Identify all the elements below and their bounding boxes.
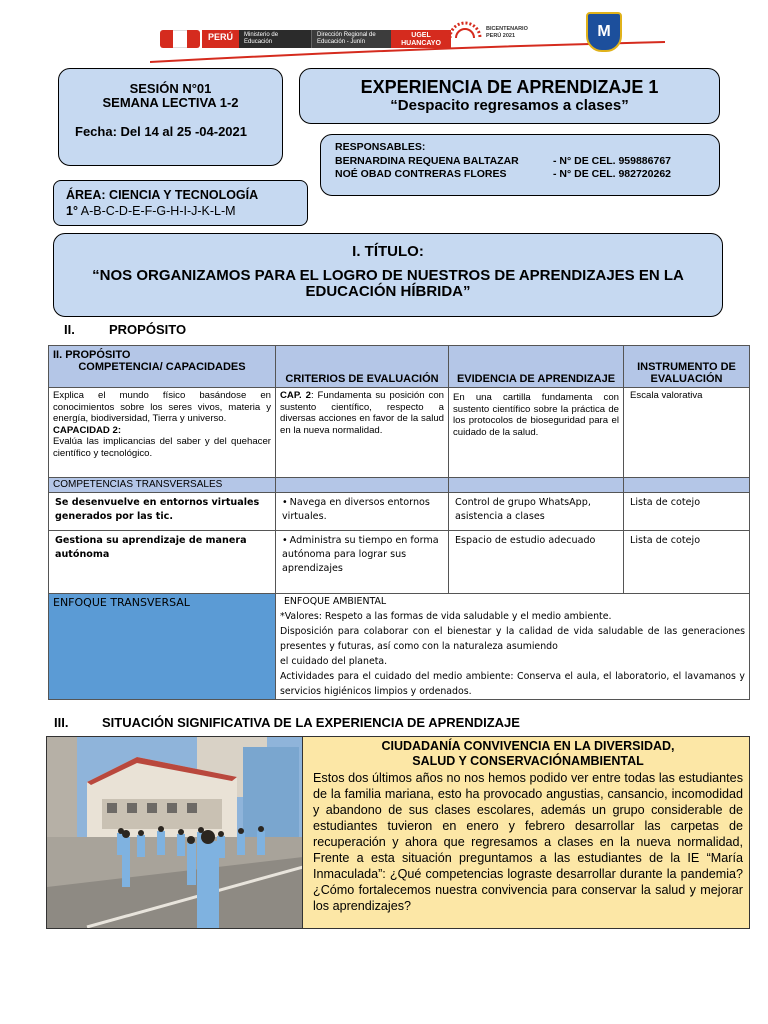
situation-text xyxy=(303,737,749,928)
header-instrumento: INSTRUMENTO DE EVALUACIÓN xyxy=(624,346,750,388)
transversal-evidencia: Espacio de estudio adecuado xyxy=(449,531,624,594)
capacidad-label: CAPACIDAD 2 xyxy=(53,424,118,436)
enfoque-row xyxy=(49,594,750,700)
area-grade xyxy=(66,204,236,218)
enfoque-title: ENFOQUE AMBIENTAL xyxy=(284,596,387,607)
ministry-logo: Ministerio de Educación xyxy=(239,30,311,48)
section-heading-proposito xyxy=(64,322,264,338)
enfoque-label: ENFOQUE TRANSVERSAL xyxy=(49,594,276,700)
competencia-cell: Explica el mundo físico basándose en conocimientos sobre los seres vivos, materia y energía, biodiversidad, Tierra y universo. CAPACIDAD 2: Evalúa las implicancias del saber y del quehacer científico y tecnológico. xyxy=(49,388,276,478)
grade-sections: A-B-C-D-E-F-G-H-I-J-K-L-M xyxy=(77,204,236,218)
title-heading: I. TÍTULO: xyxy=(352,243,424,260)
section-label: SITUACIÓN SIGNIFICATIVA DE LA EXPERIENCIA DE APRENDIZAJE xyxy=(102,715,520,730)
responsable-name: NOÉ OBAD CONTRERAS FLORES xyxy=(335,168,507,180)
transversal-competencia: Se desenvuelve en entornos virtuales generados por las tic. xyxy=(49,493,276,531)
school-crest-icon: M xyxy=(586,12,622,52)
capacidad-text: Evalúa las implicancias del saber y del quehacer científico y tecnológico. xyxy=(53,436,271,459)
competencia-text: Explica el mundo físico basándose en conocimientos sobre los seres vivos, materia y energía, biodiversidad, Tierra y universo. xyxy=(53,390,271,424)
responsables-box xyxy=(320,134,720,196)
grade-number: 1° xyxy=(66,204,78,218)
table-caption: II. PROPÓSITO xyxy=(53,349,131,361)
section-label: PROPÓSITO xyxy=(109,322,187,337)
experience-box xyxy=(299,68,720,124)
section-heading-situacion xyxy=(54,715,614,731)
section-number: III. xyxy=(54,715,69,730)
area-label: ÁREA: CIENCIA Y TECNOLOGÍA xyxy=(66,188,259,202)
instrumento-text: Escala valorativa xyxy=(630,390,703,401)
bicentenario-icon xyxy=(448,18,482,40)
regional-logo: Dirección Regional de Educación - Junín xyxy=(311,30,391,48)
enfoque-line: Actividades para el cuidado del medio ambiente: Conserva el aula, el laboratorio, el lavamanos y servicios higiénicos limpios y ordenados. xyxy=(280,671,745,697)
transversal-criterio xyxy=(276,531,449,594)
responsables-label: RESPONSABLES: xyxy=(335,141,426,153)
enfoque-content xyxy=(276,594,750,700)
situation-body: Estos dos últimos años no nos hemos podido ver entre todas las estudiantes de la familia mariana, esto ha provocado angustias, cansancio, incomodidad y abandono de sus clases escolares, además un grupo considerable de estudiantes tuvieron en enero y febrero desarrollar las carpetas de recuperación y ahora que regresamos a clases en la nueva normalidad, Frente a esta situación preguntamos a las estudiantes de la IE “María Inmaculada”: ¿Qué competencias lograste desarrollar durante la pandemia? ¿Cómo fortalecemos nuestra convivencia para conservar la salud y mejorar los aprendizajes? xyxy=(313,771,743,913)
table-header-row xyxy=(49,346,750,388)
institution-logos xyxy=(202,30,451,48)
situation-box xyxy=(46,736,750,929)
table-row xyxy=(49,493,750,531)
responsable-phone: - N° DE CEL. 959886767 xyxy=(553,155,672,167)
criterio-text: : Fundamenta su posición con sustento científico, respecto a diversas acciones en favor de la salud en la nueva normalidad. xyxy=(280,390,444,436)
session-date: Fecha: Del 14 al 25 -04-2021 xyxy=(75,124,247,139)
enfoque-line: el cuidado del planeta. xyxy=(280,656,388,667)
table-row xyxy=(49,531,750,594)
table-row xyxy=(49,388,750,478)
situation-title-line: CIUDADANÍA CONVIVENCIA EN LA DIVERSIDAD, xyxy=(381,739,675,753)
transversal-competencia: Gestiona su aprendizaje de manera autónoma xyxy=(49,531,276,594)
session-week: SEMANA LECTIVA 1-2 xyxy=(102,95,239,110)
situation-title xyxy=(313,739,743,769)
transversales-title-row xyxy=(49,478,750,493)
header-criterios: CRITERIOS DE EVALUACIÓN xyxy=(276,346,449,388)
enfoque-line: Disposición para colaborar con el bienestar y la calidad de vida saludable de las generaciones presentes y futuras, así como con la naturaleza asumiendo xyxy=(280,626,745,652)
experience-subtitle: “Despacito regresamos a clases” xyxy=(390,97,629,114)
enfoque-line: *Valores: Respeto a las formas de vida saludable y el medio ambiente. xyxy=(280,611,612,622)
transversal-criterio-text: Administra su tiempo en forma autónoma para lograr sus aprendizajes xyxy=(282,535,439,574)
experience-title: EXPERIENCIA DE APRENDIZAJE 1 xyxy=(360,77,659,97)
header-competencia: COMPETENCIA/ CAPACIDADES xyxy=(78,361,246,373)
instrumento-cell xyxy=(624,388,750,478)
peru-logo: PERÚ xyxy=(202,30,239,48)
transversal-criterio xyxy=(276,493,449,531)
session-number: SESIÓN N°01 xyxy=(129,81,212,96)
purpose-table xyxy=(48,345,750,700)
transversal-instrumento: Lista de cotejo xyxy=(624,493,750,531)
table-header-competencia xyxy=(49,346,276,388)
peru-flag-icon xyxy=(160,30,200,48)
responsable-name: BERNARDINA REQUENA BALTAZAR xyxy=(335,155,519,167)
transversal-evidencia: Control de grupo WhatsApp, asistencia a clases xyxy=(449,493,624,531)
situation-title-line: SALUD Y CONSERVACIÓNAMBIENTAL xyxy=(412,754,644,768)
criterio-label: CAP. 2 xyxy=(280,390,311,401)
responsable-phone: - N° DE CEL. 982720262 xyxy=(553,168,672,180)
transversal-criterio-text: Navega en diversos entornos virtuales. xyxy=(282,497,430,522)
title-text: “NOS ORGANIZAMOS PARA EL LOGRO DE NUESTROS DE APRENDIZAJES EN LA EDUCACIÓN HÍBRIDA” xyxy=(92,267,684,300)
school-yard-illustration xyxy=(47,737,303,928)
transversales-title: COMPETENCIAS TRANSVERSALES xyxy=(49,478,276,493)
evidencia-cell xyxy=(449,388,624,478)
evidencia-text: En una cartilla fundamenta con sustento científico sobre la práctica de los protocolos de bioseguridad para el cuidado de la salud. xyxy=(453,392,619,438)
transversal-instrumento: Lista de cotejo xyxy=(624,531,750,594)
school-yard-photo xyxy=(47,737,303,928)
document-header xyxy=(0,0,768,64)
header-evidencia: EVIDENCIA DE APRENDIZAJE xyxy=(449,346,624,388)
bicentenario-logo: BICENTENARIO PERÚ 2021 xyxy=(486,26,528,39)
criterio-cell xyxy=(276,388,449,478)
title-box xyxy=(53,233,723,317)
area-box xyxy=(53,180,308,226)
ugel-logo: UGEL HUANCAYO xyxy=(391,30,451,48)
section-number: II. xyxy=(64,322,75,337)
session-box xyxy=(58,68,283,166)
